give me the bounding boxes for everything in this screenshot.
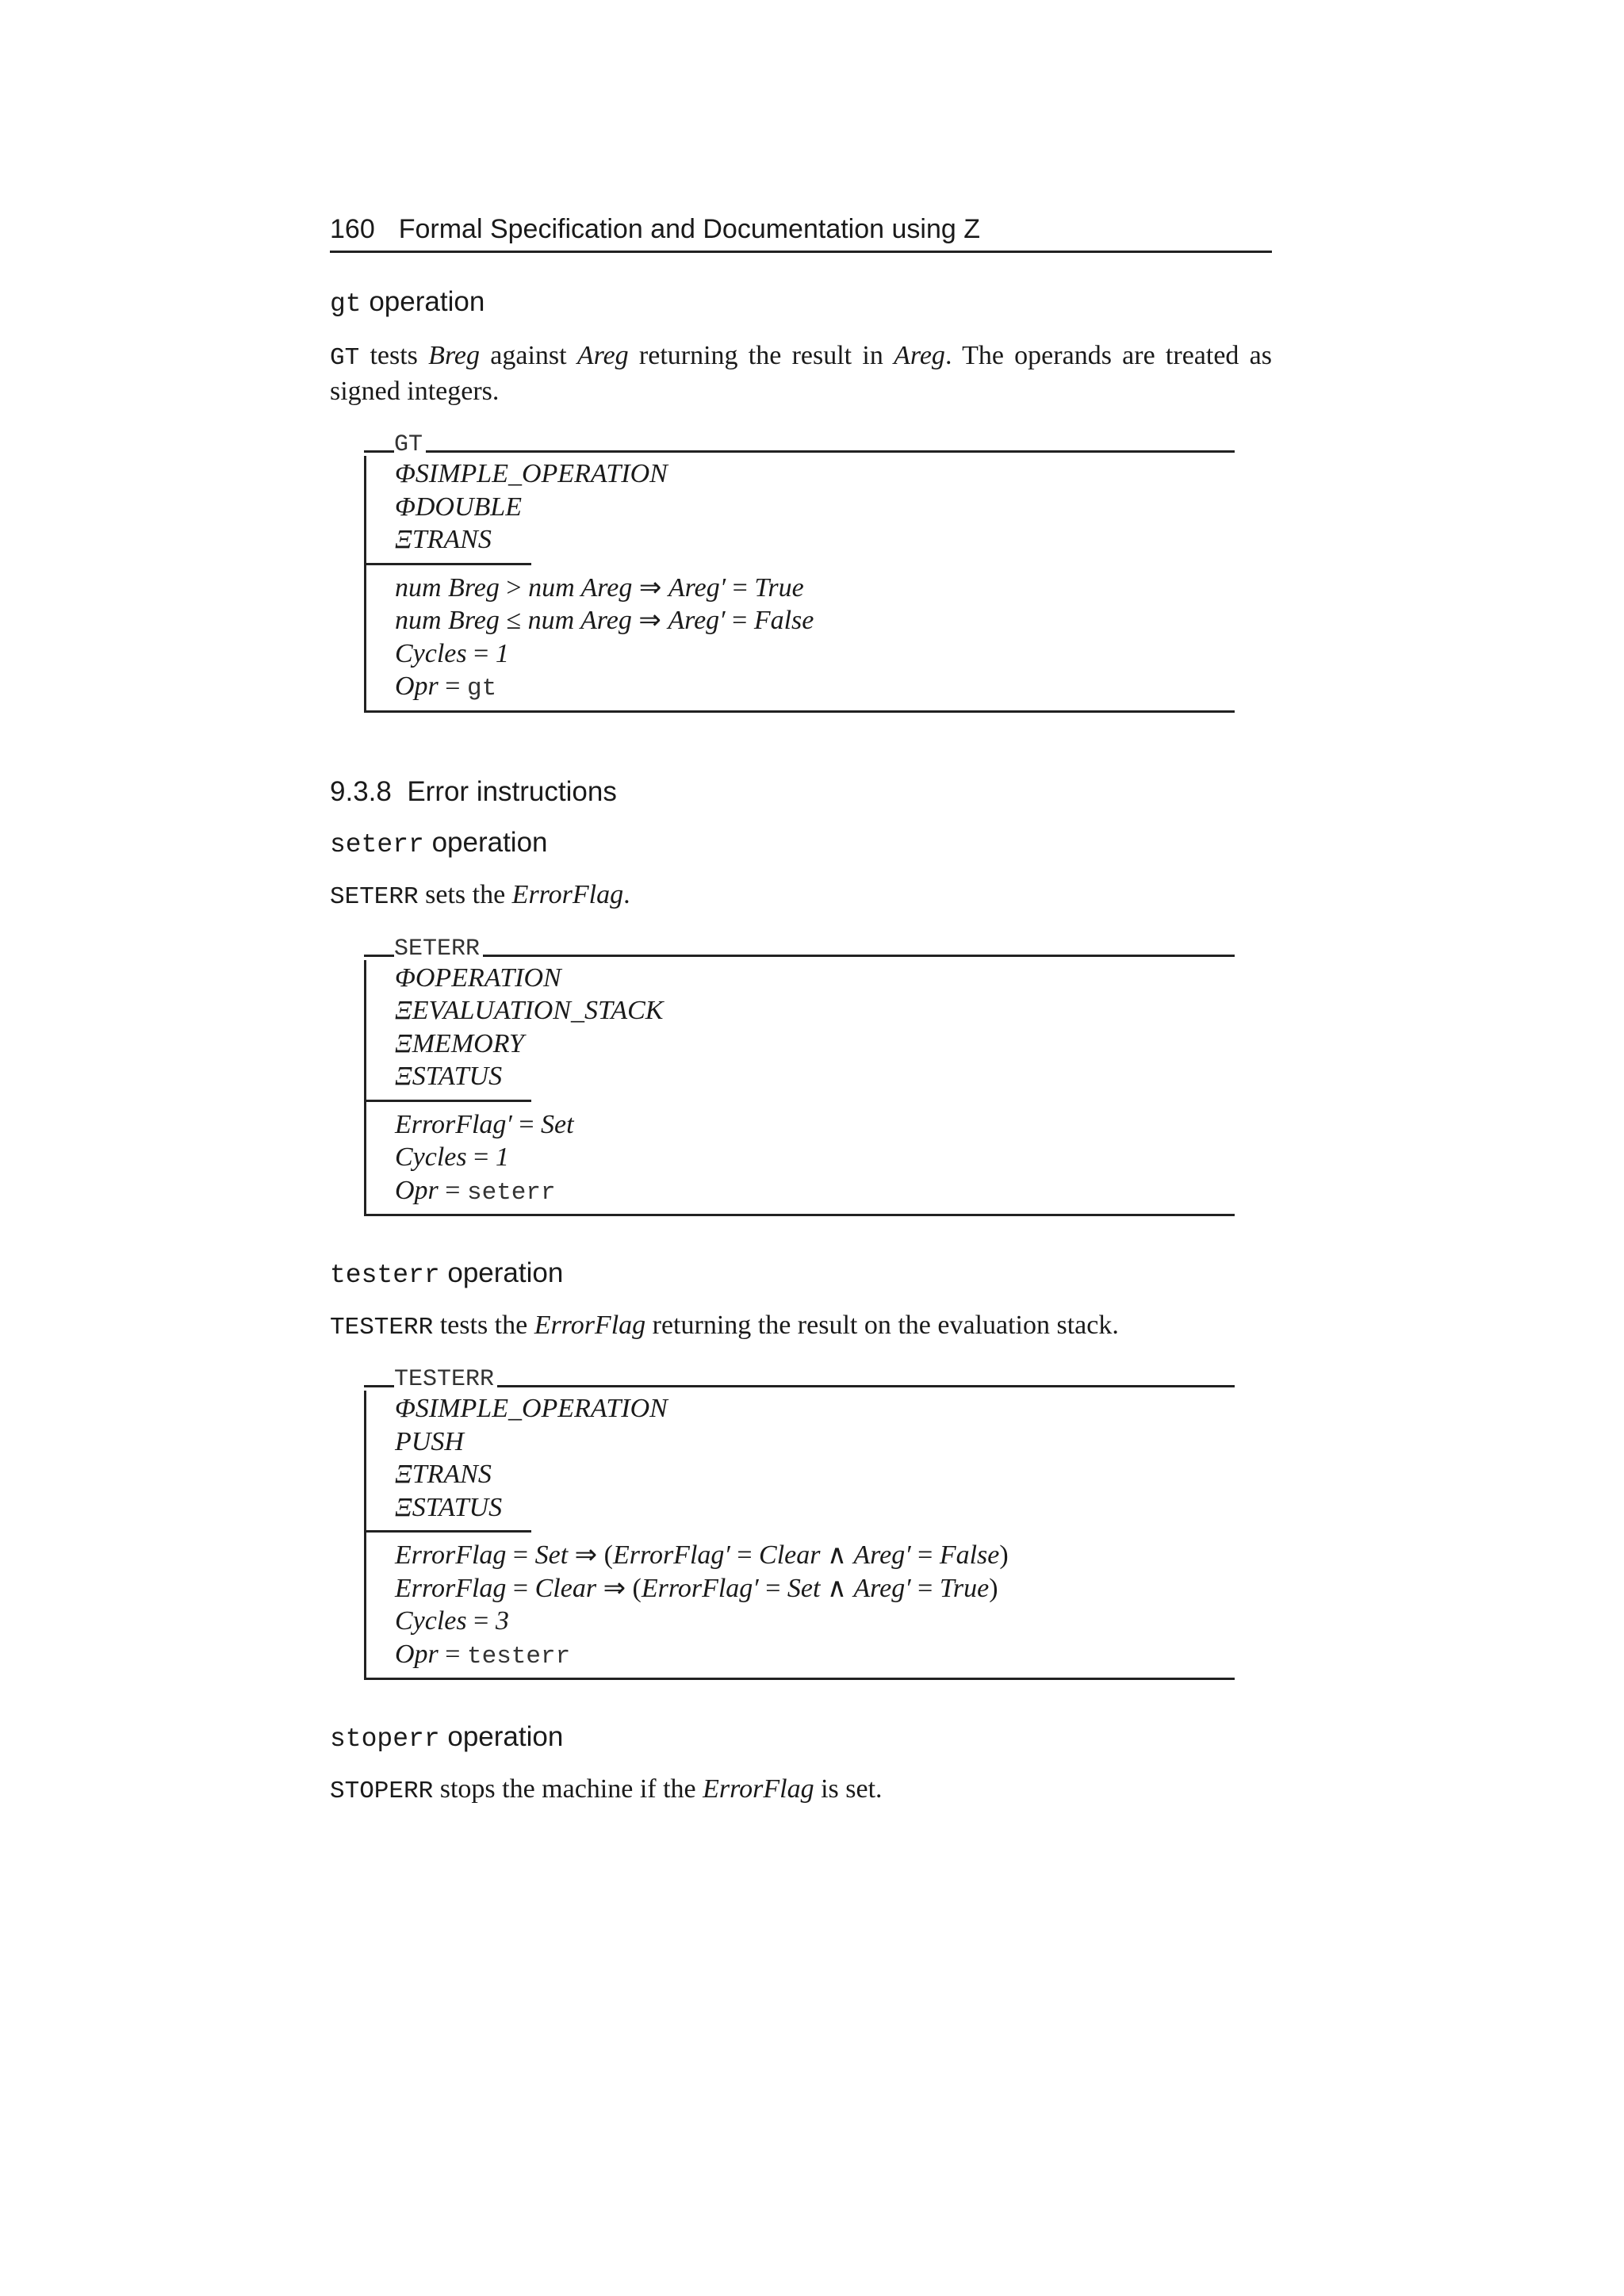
seterr-schema [364,935,1235,1217]
predicate-token: = [466,1606,496,1636]
schema-body [364,1391,1235,1680]
gt-code: GT [330,344,360,372]
schema-predicates [366,1533,1235,1673]
predicate-token: ErrorFlag [395,1573,507,1603]
schema-declaration: ΞTRANS [395,525,492,554]
predicate-token: False [753,606,814,635]
text: tests [359,341,429,370]
predicate-token: ⇒ ( [568,1540,613,1570]
predicate-token: ) [999,1540,1009,1570]
predicate-token: = [466,638,496,668]
schema-title [364,430,1235,456]
schema-title [364,1365,1235,1391]
book-title: Formal Specification and Documentation using Z [398,214,980,244]
schema-declaration: ΦDOUBLE [395,492,522,522]
stoperr-heading [330,1720,1272,1757]
predicate-token: seterr [466,1178,556,1207]
predicate-token: Opr [395,672,439,701]
predicate-token: = [730,1540,760,1570]
schema-name: GT [394,432,426,457]
schema-predicate [395,1174,1235,1210]
section-title: Error instructions [407,775,617,807]
predicate-token: Opr [395,1175,439,1205]
gt-heading-code: gt [330,289,362,319]
text: against [480,341,577,370]
predicate-token: Clear [534,1573,597,1603]
predicate-token: Cycles [395,638,467,668]
predicate-token: ErrorFlag′ [395,1109,512,1139]
areg-term: Areg [894,341,945,370]
testerr-code: TESTERR [330,1314,434,1341]
gt-schema [364,430,1235,713]
predicate-token: Set [787,1573,821,1603]
errorflag-term: ErrorFlag [511,879,624,909]
predicate-token: = [438,1639,467,1669]
predicate-token: num Breg [395,606,500,635]
schema-declaration: ΞSTATUS [395,1492,503,1522]
schema-declarations [366,456,1235,563]
predicate-token: = [725,606,754,635]
seterr-description [330,878,1272,914]
text: sets the [418,879,512,909]
predicate-token: Areg′ [853,1573,911,1603]
predicate-token: testerr [466,1642,571,1670]
predicate-token: Set [534,1540,569,1570]
predicate-token: ErrorFlag′ [612,1540,730,1570]
stoperr-heading-code: stoperr [330,1724,440,1754]
text: stops the machine if the [433,1774,703,1804]
errorflag-term: ErrorFlag [534,1311,646,1340]
schema-predicate [395,1108,1235,1142]
text: . [623,879,630,909]
schema-name: SETERR [394,936,483,962]
predicate-token: ErrorFlag [395,1540,507,1570]
schema-declaration: ΞEVALUATION_STACK [395,996,664,1025]
schema-declaration: ΞSTATUS [395,1062,503,1091]
breg-term: Breg [428,341,481,370]
predicate-token: ) [989,1573,998,1603]
schema-predicate [395,1605,1235,1638]
predicate-token: = [910,1573,940,1603]
predicate-token: = [466,1142,496,1172]
predicate-token: num Areg [528,572,633,603]
page [330,208,1272,1808]
testerr-heading-code: testerr [330,1261,440,1290]
schema-predicates [366,1102,1235,1210]
predicate-token: = [511,1109,542,1139]
seterr-heading [330,825,1272,863]
predicate-token: True [939,1573,990,1603]
running-head [330,208,1272,253]
predicate-token: ≤ [499,606,528,635]
predicate-token: ⇒ ( [596,1573,642,1603]
schema-predicate [395,1539,1235,1572]
schema-title [364,935,1235,960]
schema-body [364,456,1235,713]
predicate-token: Areg′ [668,572,726,603]
seterr-code: SETERR [330,882,419,911]
predicate-token: > [499,572,529,603]
predicate-token: ErrorFlag′ [641,1573,759,1603]
predicate-token: = [726,572,755,603]
predicate-token: num Areg [527,606,632,635]
seterr-heading-word: operation [431,826,548,858]
schema-declarations [366,960,1235,1100]
predicate-token: True [754,572,804,603]
areg-term: Areg [576,341,629,370]
predicate-token: = [758,1573,787,1603]
predicate-token: 3 [495,1606,509,1636]
schema-predicate [395,572,1235,605]
predicate-token: Clear [759,1540,821,1570]
schema-name: TESTERR [394,1367,497,1392]
schema-declaration: ΦSIMPLE_OPERATION [395,459,668,488]
schema-predicate [395,1638,1235,1674]
predicate-token: Areg′ [668,606,726,635]
predicate-token: = [506,1540,535,1570]
predicate-token: ⇒ [632,572,668,603]
page-number: 160 [330,214,375,244]
predicate-token: = [438,672,467,701]
predicate-token: ∧ [820,1573,854,1603]
seterr-heading-code: seterr [330,829,424,859]
section-heading [330,775,1272,809]
section-number: 9.3.8 [330,775,392,807]
predicate-token: = [438,1175,467,1205]
schema-predicate [395,670,1235,706]
schema-predicate [395,604,1235,637]
predicate-token: Cycles [395,1606,467,1636]
predicate-token: num Breg [395,572,500,603]
schema-predicate [395,637,1235,671]
errorflag-term: ErrorFlag [703,1774,814,1804]
gt-heading [330,285,1272,322]
testerr-description [330,1309,1272,1345]
text: is set. [814,1774,883,1804]
stoperr-code: STOPERR [330,1777,434,1805]
predicate-token: gt [466,675,497,702]
schema-declaration: ΦOPERATION [395,962,561,993]
schema-declarations [366,1391,1235,1530]
schema-body [364,960,1235,1217]
gt-description [330,339,1272,408]
predicate-token: = [506,1573,535,1603]
stoperr-description [330,1773,1272,1808]
schema-declaration: ΦSIMPLE_OPERATION [395,1394,668,1423]
stoperr-heading-word: operation [447,1721,564,1752]
testerr-heading [330,1256,1272,1293]
text: returning the result on the evaluation stack. [645,1311,1119,1340]
text: . The operands are treated as signed integers. [330,341,1272,406]
text: returning the result in [628,341,894,370]
predicate-token: False [939,1540,1000,1570]
testerr-heading-word: operation [447,1257,564,1288]
schema-predicate [395,1572,1235,1605]
testerr-schema [364,1365,1235,1680]
predicate-token: Cycles [395,1142,467,1172]
predicate-token: Set [541,1109,574,1139]
predicate-token: = [910,1540,940,1570]
predicate-token: 1 [495,1142,509,1172]
schema-predicate [395,1141,1235,1174]
schema-declaration: ΞTRANS [395,1460,492,1489]
schema-declaration: ΞMEMORY [395,1028,524,1058]
schema-declaration: PUSH [395,1426,464,1456]
predicate-token: Opr [395,1639,439,1669]
gt-heading-word: operation [369,286,485,317]
text: tests the [433,1311,534,1340]
predicate-token: Areg′ [853,1540,911,1570]
predicate-token: 1 [495,638,509,668]
schema-predicates [366,565,1235,706]
predicate-token: ∧ [820,1540,854,1570]
predicate-token: ⇒ [631,606,668,635]
